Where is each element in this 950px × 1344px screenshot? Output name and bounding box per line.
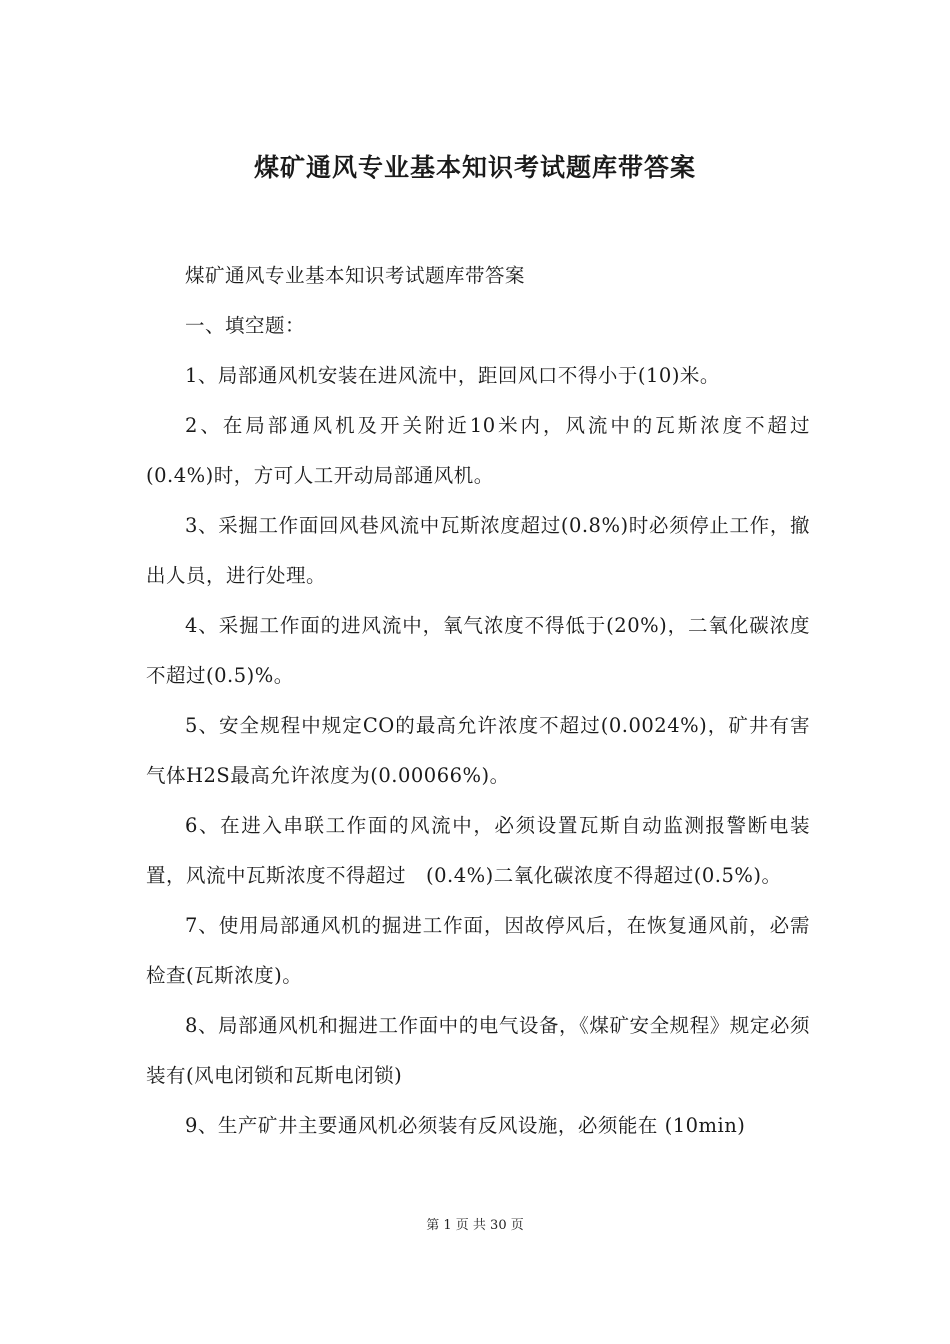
question-1: 1、局部通风机安装在进风流中，距回风口不得小于(10)米。 bbox=[185, 364, 720, 387]
question-8: 8、局部通风机和掘进工作面中的电气设备，《煤矿安全规程》规定必须装有(风电闭锁和瓦斯电闭锁) bbox=[146, 1014, 810, 1087]
question-3: 3、采掘工作面回风巷风流中瓦斯浓度超过(0.8%)时必须停止工作，撤出人员，进行处理。 bbox=[146, 514, 810, 587]
question-5: 5、安全规程中规定CO的最高允许浓度不超过(0.0024%)，矿井有害气体H2S最高允许浓度为(0.00066%)。 bbox=[146, 714, 810, 787]
question-7: 7、使用局部通风机的掘进工作面，因故停风后，在恢复通风前，必需检查(瓦斯浓度)。 bbox=[146, 914, 810, 987]
paragraph-subtitle: 煤矿通风专业基本知识考试题库带答案 bbox=[185, 264, 526, 287]
document-title: 煤矿通风专业基本知识考试题库带答案 bbox=[253, 153, 696, 182]
question-6: 6、在进入串联工作面的风流中，必须设置瓦斯自动监测报警断电装置，风流中瓦斯浓度不得超过 (0.4%)二氧化碳浓度不得超过(0.5%)。 bbox=[146, 814, 810, 887]
question-9: 9、生产矿井主要通风机必须装有反风设施，必须能在 (10min) bbox=[185, 1114, 746, 1137]
page-number-footer: 第 1 页 共 30 页 bbox=[426, 1218, 524, 1233]
paragraph-section-heading: 一、填空题： bbox=[185, 314, 306, 337]
question-2: 2、在局部通风机及开关附近10米内，风流中的瓦斯浓度不超过(0.4%)时，方可人工开动局部通风机。 bbox=[146, 414, 810, 487]
question-4: 4、采掘工作面的进风流中，氧气浓度不得低于(20%)，二氧化碳浓度不超过(0.5)%。 bbox=[146, 614, 810, 687]
document-body bbox=[146, 251, 810, 1151]
